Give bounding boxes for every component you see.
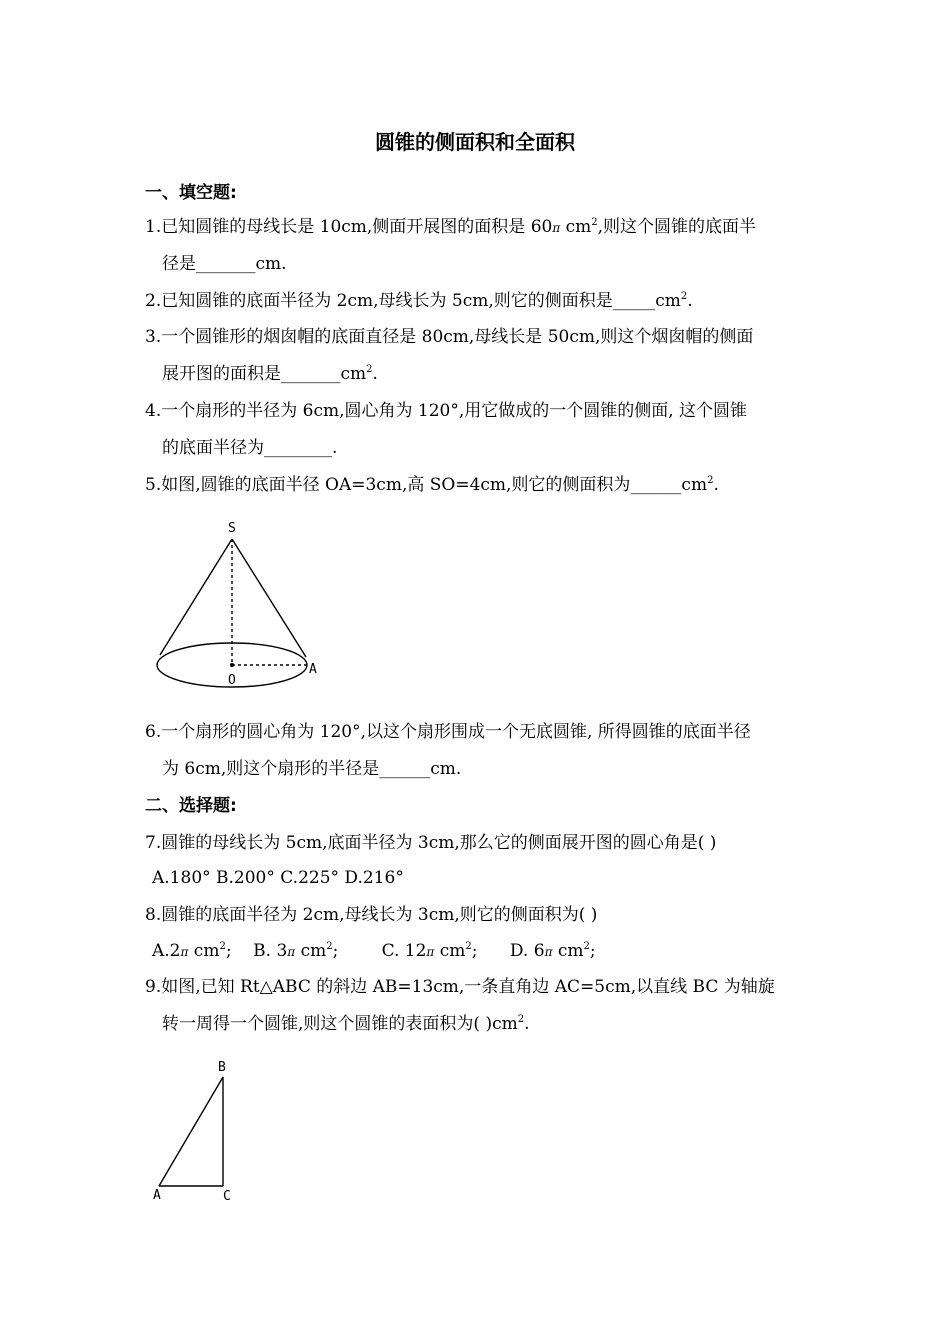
question-3-line-1: 3.一个圆锥形的烟囱帽的底面直径是 80cm,母线长是 50cm,则这个烟囱帽的侧面 — [145, 327, 754, 347]
superscript: 2 — [366, 364, 373, 375]
option-d: D. 6π $cm^2$; — [509, 941, 596, 961]
section-heading-multiple-choice: 二、选择题: — [145, 796, 237, 816]
question-2-text: 2.已知圆锥的底面半径为 2cm,母线长为 5cm,则它的侧面积是_____cm — [145, 291, 681, 311]
label-c: C — [223, 1189, 231, 1204]
pi-symbol: π — [426, 945, 435, 959]
question-9-line-2 — [162, 1011, 530, 1037]
question-9-text: 转一周得一个圆锥,则这个圆锥的表面积为( )cm — [162, 1014, 518, 1034]
question-7: 7.圆锥的母线长为 5cm,底面半径为 3cm,那么它的侧面展开图的圆心角是( ) — [145, 833, 717, 853]
period: . — [713, 475, 719, 495]
question-5 — [145, 472, 719, 498]
label-a: A — [153, 1188, 161, 1203]
question-6-line-2: 为 6cm,则这个扇形的半径是______cm. — [162, 759, 462, 779]
triangle-figure — [145, 1055, 255, 1210]
cone-figure — [145, 512, 335, 697]
cone-slant-right — [232, 539, 306, 657]
superscript: 2 — [517, 1014, 525, 1025]
page-title: 圆锥的侧面积和全面积 — [375, 130, 575, 154]
triangle-hypotenuse-ab — [159, 1077, 223, 1186]
question-1-text-end: ,则这个圆锥的底面半 — [597, 217, 757, 237]
pi-symbol: π — [287, 945, 296, 959]
question-3-line-2 — [162, 361, 378, 387]
question-1-text: 1.已知圆锥的母线长是 10cm,侧面开展图的面积是 60 — [145, 217, 553, 237]
question-4-line-1: 4.一个扇形的半径为 6cm,圆心角为 120°,用它做成的一个圆锥的侧面, 这个圆锥 — [145, 401, 748, 421]
superscript: 2 — [591, 217, 598, 228]
question-7-options: A.180° B.200° C.225° D.216° — [152, 868, 404, 888]
option-b: B. 3π $cm^2$; — [253, 941, 339, 961]
question-9-line-1: 9.如图,已知 Rt△ABC 的斜边 AB=13cm,一条直角边 AC=5cm,以直线 BC 为轴旋 — [145, 977, 775, 997]
pi-symbol: π — [552, 221, 561, 235]
superscript: 2 — [680, 291, 688, 302]
question-8: 8.圆锥的底面半径为 2cm,母线长为 3cm,则它的侧面积为( ) — [145, 905, 598, 925]
question-4-line-2: 的底面半径为________. — [162, 438, 338, 458]
label-b: B — [218, 1060, 226, 1075]
unit-text: cm — [560, 217, 592, 237]
question-5-text: 5.如图,圆锥的底面半径 OA=3cm,高 SO=4cm,则它的侧面积为______cm — [145, 475, 708, 495]
question-3-text: 展开图的面积是_______cm — [162, 364, 367, 384]
question-1-line-2: 径是_______cm. — [162, 254, 287, 274]
superscript: 2 — [707, 475, 714, 486]
question-8-options — [152, 938, 596, 965]
option-c: C. 12π $cm^2$; — [381, 941, 478, 961]
pi-symbol: π — [544, 945, 553, 959]
question-6-line-1: 6.一个扇形的圆心角为 120°,以这个扇形围成一个无底圆锥, 所得圆锥的底面半径 — [145, 722, 751, 742]
cone-slant-left — [160, 539, 232, 655]
question-1-line-1 — [145, 214, 756, 241]
period: . — [372, 364, 378, 384]
period: . — [524, 1014, 530, 1034]
label-o: O — [228, 673, 236, 688]
pi-symbol: π — [180, 945, 189, 959]
period: . — [687, 291, 693, 311]
cone-center-point — [230, 663, 234, 667]
option-a: A.2π $cm^2$; — [152, 941, 232, 961]
section-heading-fill-blank: 一、填空题: — [145, 183, 237, 203]
question-2 — [145, 288, 693, 314]
label-a: A — [309, 662, 317, 677]
label-s: S — [228, 521, 236, 536]
